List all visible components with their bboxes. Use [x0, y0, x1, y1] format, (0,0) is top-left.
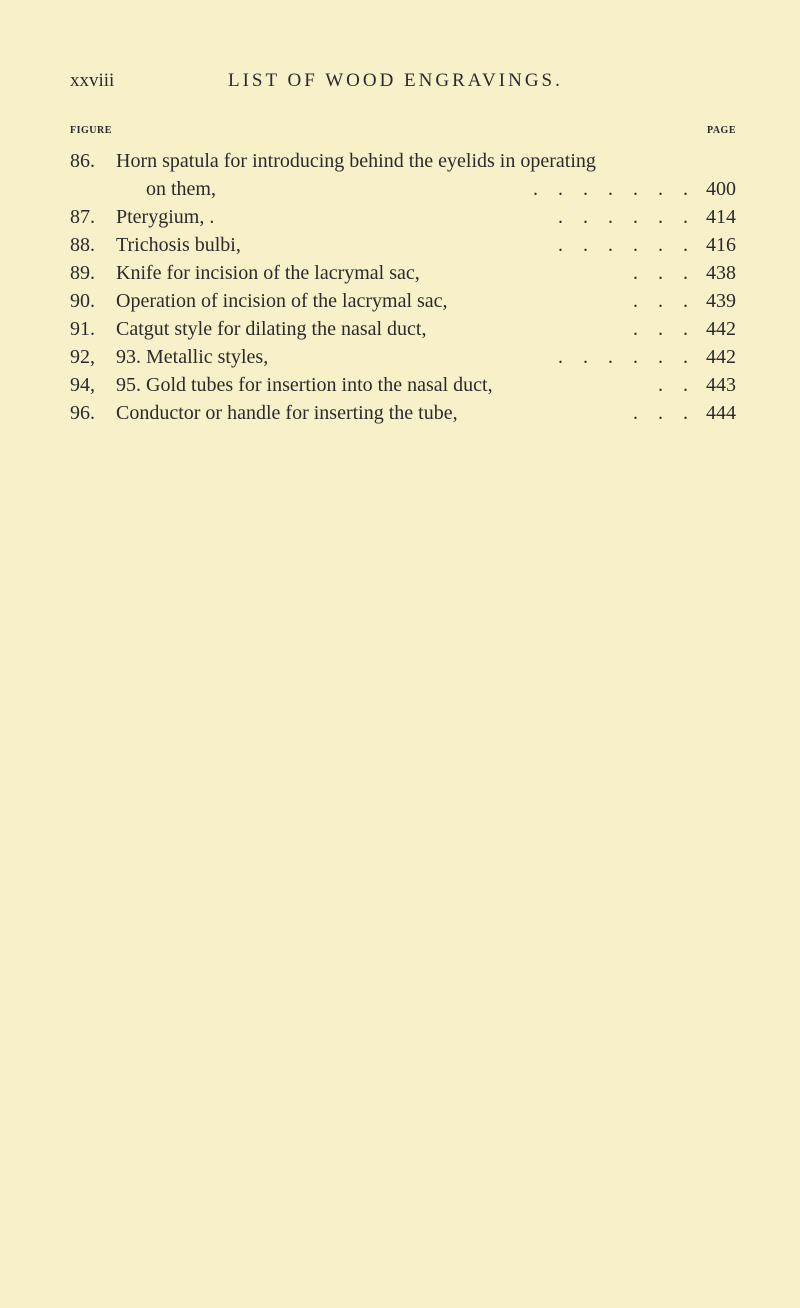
figure-number: 94, — [70, 374, 95, 396]
dot-leaders: . . . — [633, 290, 688, 312]
page-title: LIST OF WOOD ENGRAVINGS. — [228, 70, 563, 91]
figure-column-header: FIGURE — [70, 125, 112, 136]
list-item — [70, 343, 736, 371]
list-item — [70, 259, 736, 287]
entry-title: Knife for incision of the lacrymal sac, — [116, 262, 420, 284]
list-item — [70, 371, 736, 399]
dot-leaders: . . — [658, 374, 688, 396]
list-item — [70, 203, 736, 231]
entry-page: 400 — [706, 178, 736, 200]
entry-page: 442 — [706, 346, 736, 368]
entry-title: Trichosis bulbi, — [116, 234, 241, 256]
figure-number: 88. — [70, 234, 95, 256]
entry-title: Horn spatula for introducing behind the eyelids in operating — [116, 150, 596, 172]
entry-title: on them, — [146, 178, 216, 200]
list-item — [70, 175, 736, 203]
dot-leaders: . . . . . . — [558, 234, 688, 256]
figure-number: 92, — [70, 346, 95, 368]
dot-leaders: . . . . . . . — [533, 178, 688, 200]
entry-page: 416 — [706, 234, 736, 256]
entry-page: 438 — [706, 262, 736, 284]
dot-leaders: . . . . . . — [558, 206, 688, 228]
entry-page: 444 — [706, 402, 736, 424]
dot-leaders: . . . — [633, 262, 688, 284]
list-item — [70, 147, 736, 175]
dot-leaders: . . . — [633, 402, 688, 424]
entry-page: 443 — [706, 374, 736, 396]
figure-number: 89. — [70, 262, 95, 284]
entry-page: 414 — [706, 206, 736, 228]
engravings-list — [70, 147, 736, 427]
figure-number: 87. — [70, 206, 95, 228]
figure-number: 86. — [70, 150, 95, 172]
figure-number: 91. — [70, 318, 95, 340]
entry-page: 442 — [706, 318, 736, 340]
entry-title: Pterygium, . — [116, 206, 215, 228]
figure-number: 96. — [70, 402, 95, 424]
page-number: xxviii — [70, 70, 115, 91]
entry-page: 439 — [706, 290, 736, 312]
list-item — [70, 287, 736, 315]
page-column-header: PAGE — [706, 125, 736, 136]
entry-title: Conductor or handle for inserting the tube, — [116, 402, 458, 424]
list-item — [70, 231, 736, 259]
entry-title: 95. Gold tubes for insertion into the nasal duct, — [116, 374, 493, 396]
list-item — [70, 315, 736, 343]
list-item — [70, 399, 736, 427]
dot-leaders: . . . . . . — [558, 346, 688, 368]
entry-title: Catgut style for dilating the nasal duct, — [116, 318, 427, 340]
entry-title: 93. Metallic styles, — [116, 346, 269, 368]
dot-leaders: . . . — [633, 318, 688, 340]
figure-number: 90. — [70, 290, 95, 312]
entry-title: Operation of incision of the lacrymal sac, — [116, 290, 448, 312]
